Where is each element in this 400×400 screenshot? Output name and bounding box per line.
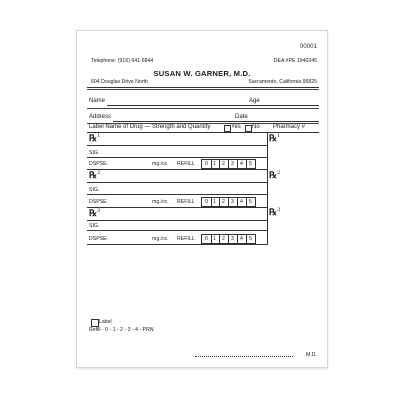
address-field[interactable] [113,121,257,122]
pharmacy-label: Pharmacy # [273,124,306,130]
rx-symbol-icon: ℞$^1$ [89,133,101,144]
header-rule [87,87,319,88]
dea-number: DEA #PE 1940245 [273,58,317,64]
pharmacy-rx-symbol-icon: ℞$^2$ [269,170,281,181]
refill-option[interactable]: 3 [228,159,238,169]
refill-option[interactable]: 0 [201,234,212,244]
refill-option[interactable]: 1 [210,234,220,244]
label-checkbox-text: Label [99,319,112,325]
pharmacy-rx-symbol-icon: ℞$^1$ [269,133,281,144]
refill-option[interactable]: 1 [210,159,220,169]
rx-symbol-icon: ℞$^3$ [89,208,101,219]
sig-line[interactable] [87,157,267,158]
signature-line[interactable] [195,356,293,357]
street-address: 604 Douglas Drive North [91,79,148,85]
refill-label: REFILL [177,161,195,167]
refill-option[interactable]: 5 [246,159,256,169]
rx-symbol-icon: ℞$^2$ [89,170,101,181]
refill-label: REFILL [177,199,195,205]
block-rule [87,244,267,245]
yes-checkbox[interactable] [224,125,231,132]
block-rule [87,169,267,170]
refill-option[interactable]: 5 [246,197,256,207]
block-rule [87,207,267,208]
dspse-label: DSPSE. [89,199,109,205]
refill-option[interactable]: 2 [219,197,229,207]
drug-line[interactable] [87,182,267,183]
sig-label: SIG. [89,150,100,156]
drug-line[interactable] [87,145,267,146]
age-label: Age [249,98,260,104]
refill-option[interactable]: 2 [219,159,229,169]
refill-schedule: Refill - 0 - 1 - 2 - 3 - 4 - PRN [89,327,154,333]
md-label: M.D. [306,352,317,358]
refill-option[interactable]: 4 [237,197,247,207]
yes-label: Yes [231,124,241,130]
date-field[interactable] [251,121,319,122]
unit-label: mg./cc. [152,199,169,205]
doctor-name: SUSAN W. GARNER, M.D. [153,69,251,78]
refill-option[interactable]: 4 [237,234,247,244]
refill-option[interactable]: 2 [219,234,229,244]
refill-option[interactable]: 5 [246,234,256,244]
sig-line[interactable] [87,230,267,231]
date-label: Date [235,114,248,120]
label-checkbox[interactable] [91,319,99,327]
refill-option[interactable]: 0 [201,197,212,207]
refill-option[interactable]: 3 [228,197,238,207]
header-rule-2 [87,89,319,90]
refill-option[interactable]: 0 [201,159,212,169]
unit-label: mg./cc. [152,161,169,167]
unit-label: mg./cc. [152,236,169,242]
pharmacy-rx-symbol-icon: ℞$^3$ [269,207,281,218]
grid-divider [267,132,268,245]
age-field[interactable] [263,105,319,106]
refill-option[interactable]: 3 [228,234,238,244]
name-label: Name [89,98,106,104]
address-label: Address [89,114,112,120]
drug-label: Label Name of Drug — Strength and Quantity [89,124,211,130]
refill-option[interactable]: 4 [237,159,247,169]
rule [87,108,319,109]
sig-label: SIG. [89,223,100,229]
dspse-label: DSPSE. [89,161,109,167]
no-label: No [252,124,260,130]
drug-line[interactable] [87,220,267,221]
refill-label: REFILL [177,236,195,242]
telephone: Telephone: (916) 641-6844 [91,58,154,64]
sig-label: SIG. [89,187,100,193]
city-address: Sacramento, California 95825 [248,79,317,85]
name-field[interactable] [107,105,267,106]
sig-line[interactable] [87,194,267,195]
refill-option[interactable]: 1 [210,197,220,207]
grid-top [87,132,319,133]
dspse-label: DSPSE. [89,236,109,242]
prescription-form [76,30,328,368]
no-checkbox[interactable] [245,125,252,132]
serial-number: 00001 [299,43,317,50]
